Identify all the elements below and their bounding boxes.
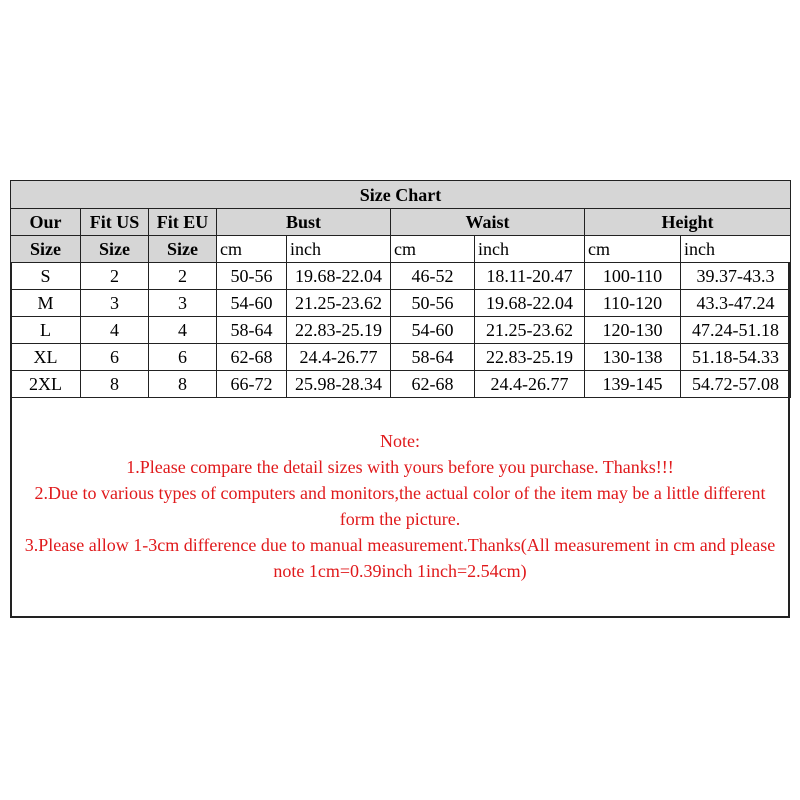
- cell-our-size: XL: [11, 344, 81, 371]
- header-row-1: [11, 209, 791, 236]
- header-row-2: [11, 236, 791, 263]
- cell-fit-us: 8: [81, 371, 149, 398]
- header-fit-us-2: Size: [81, 236, 149, 263]
- cell-height-cm: 130-138: [585, 344, 681, 371]
- table-row: [11, 317, 791, 344]
- notes-section: [10, 428, 790, 584]
- cell-fit-us: 4: [81, 317, 149, 344]
- cell-waist-inch: 24.4-26.77: [475, 371, 585, 398]
- cell-height-cm: 120-130: [585, 317, 681, 344]
- cell-bust-inch: 24.4-26.77: [287, 344, 391, 371]
- cell-fit-us: 3: [81, 290, 149, 317]
- cell-fit-eu: 3: [149, 290, 217, 317]
- cell-waist-cm: 62-68: [391, 371, 475, 398]
- cell-waist-cm: 58-64: [391, 344, 475, 371]
- header-bust: Bust: [217, 209, 391, 236]
- note-item: 1.Please compare the detail sizes with yours before you purchase. Thanks!!!: [126, 457, 674, 477]
- cell-height-inch: 51.18-54.33: [681, 344, 791, 371]
- cell-height-cm: 110-120: [585, 290, 681, 317]
- cell-our-size: S: [11, 263, 81, 290]
- cell-height-cm: 100-110: [585, 263, 681, 290]
- cell-our-size: 2XL: [11, 371, 81, 398]
- header-bust-inch: inch: [287, 236, 391, 263]
- header-bust-cm: cm: [217, 236, 287, 263]
- cell-fit-eu: 2: [149, 263, 217, 290]
- header-fit-eu-1: Fit EU: [149, 209, 217, 236]
- cell-fit-us: 2: [81, 263, 149, 290]
- cell-height-inch: 39.37-43.3: [681, 263, 791, 290]
- note-item: 2.Due to various types of computers and monitors,the actual color of the item may be a little different form the picture.: [34, 483, 766, 529]
- cell-fit-eu: 6: [149, 344, 217, 371]
- cell-waist-inch: 18.11-20.47: [475, 263, 585, 290]
- cell-our-size: L: [11, 317, 81, 344]
- title-row: [11, 181, 791, 209]
- note-item: 3.Please allow 1-3cm difference due to manual measurement.Thanks(All measurement in cm and please note 1cm=0.39inch 1inch=2.54cm): [24, 535, 776, 581]
- cell-bust-inch: 25.98-28.34: [287, 371, 391, 398]
- cell-bust-cm: 54-60: [217, 290, 287, 317]
- cell-fit-eu: 4: [149, 317, 217, 344]
- cell-waist-inch: 22.83-25.19: [475, 344, 585, 371]
- table-row: [11, 263, 791, 290]
- table-row: [11, 290, 791, 317]
- cell-bust-cm: 66-72: [217, 371, 287, 398]
- size-chart-table: [10, 180, 791, 398]
- header-our-size-1: Our: [11, 209, 81, 236]
- cell-bust-cm: 58-64: [217, 317, 287, 344]
- cell-waist-inch: 21.25-23.62: [475, 317, 585, 344]
- header-waist-cm: cm: [391, 236, 475, 263]
- cell-fit-us: 6: [81, 344, 149, 371]
- cell-height-inch: 43.3-47.24: [681, 290, 791, 317]
- cell-height-cm: 139-145: [585, 371, 681, 398]
- header-waist-inch: inch: [475, 236, 585, 263]
- note-heading: Note:: [380, 431, 420, 451]
- cell-our-size: M: [11, 290, 81, 317]
- chart-title: Size Chart: [11, 181, 791, 209]
- cell-height-inch: 54.72-57.08: [681, 371, 791, 398]
- cell-bust-cm: 50-56: [217, 263, 287, 290]
- cell-waist-cm: 54-60: [391, 317, 475, 344]
- header-fit-eu-2: Size: [149, 236, 217, 263]
- header-waist: Waist: [391, 209, 585, 236]
- header-our-size-2: Size: [11, 236, 81, 263]
- cell-waist-cm: 46-52: [391, 263, 475, 290]
- cell-bust-inch: 22.83-25.19: [287, 317, 391, 344]
- cell-bust-inch: 19.68-22.04: [287, 263, 391, 290]
- header-height-inch: inch: [681, 236, 791, 263]
- header-fit-us-1: Fit US: [81, 209, 149, 236]
- cell-bust-inch: 21.25-23.62: [287, 290, 391, 317]
- cell-bust-cm: 62-68: [217, 344, 287, 371]
- cell-waist-cm: 50-56: [391, 290, 475, 317]
- table-row: [11, 371, 791, 398]
- cell-waist-inch: 19.68-22.04: [475, 290, 585, 317]
- header-height: Height: [585, 209, 791, 236]
- table-row: [11, 344, 791, 371]
- cell-height-inch: 47.24-51.18: [681, 317, 791, 344]
- cell-fit-eu: 8: [149, 371, 217, 398]
- header-height-cm: cm: [585, 236, 681, 263]
